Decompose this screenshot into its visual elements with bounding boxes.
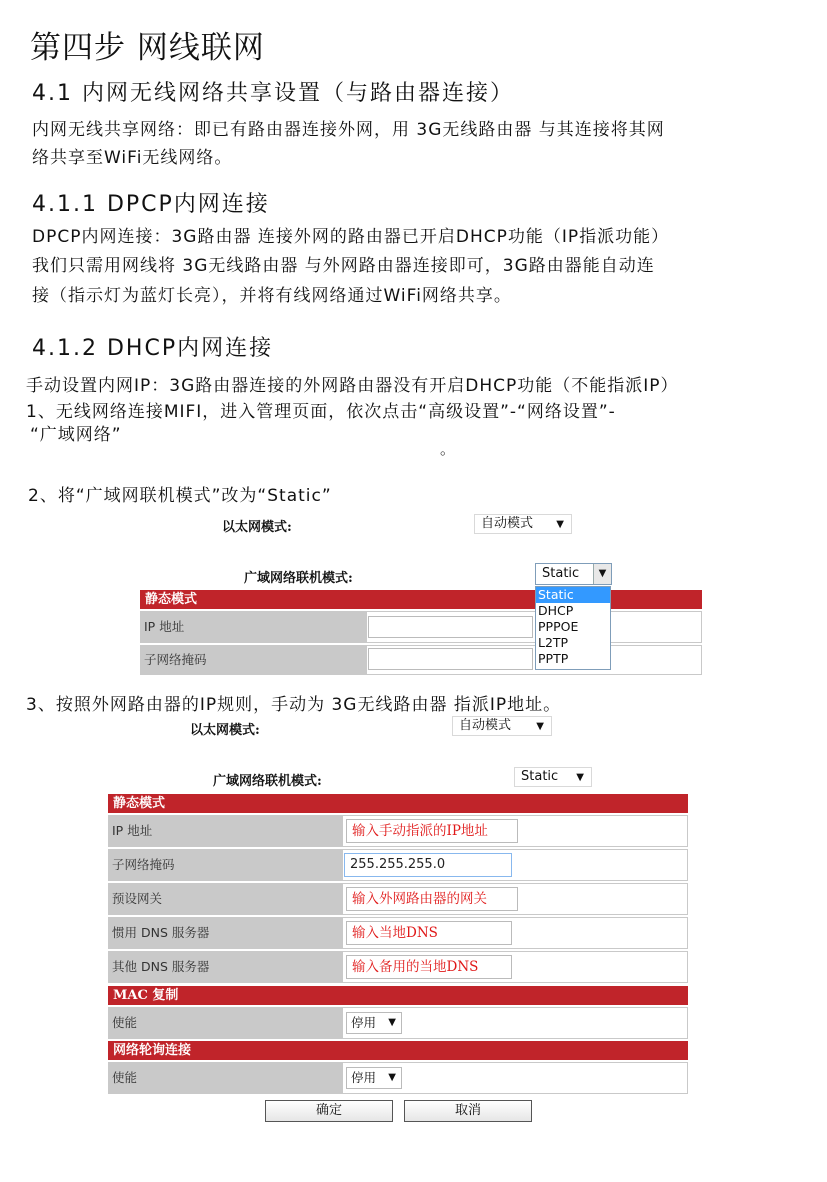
option-l2tp[interactable]: L2TP <box>538 635 569 650</box>
subnet-mask-input[interactable]: 255.255.255.0 <box>344 853 512 877</box>
ethernet-mode-select[interactable]: 自动模式 ▼ <box>452 716 552 736</box>
step-2-text: 2、将“广域网联机模式”改为“Static” <box>28 486 332 506</box>
wan-mode-select[interactable]: Static ▼ <box>535 563 612 585</box>
chevron-down-icon: ▼ <box>536 721 544 732</box>
chevron-down-icon: ▼ <box>593 564 611 584</box>
chevron-down-icon: ▼ <box>556 519 564 530</box>
ip-address-row <box>140 611 702 643</box>
section-4-1-2-line3: “广域网络” <box>30 425 122 445</box>
section-4-1-1-line2: 我们只需用网线将 3G无线路由器 与外网路由器连接即可，3G路由器能自动连 <box>32 256 655 276</box>
section-4-1-1-line1: DPCP内网连接：3G路由器 连接外网的路由器已开启DHCP功能（IP指派功能） <box>32 227 670 247</box>
ip-address-label: IP 地址 <box>108 815 342 847</box>
section-4-1-heading: 4.1 内网无线网络共享设置（与路由器连接） <box>32 81 514 106</box>
section-4-1-2-line2: 1、无线网络连接MIFI，进入管理页面，依次点击“高级设置”-“网络设置”- <box>26 402 616 422</box>
subnet-mask-input[interactable] <box>368 648 533 670</box>
static-mode-bar: 静态模式 <box>108 794 688 813</box>
ip-address-input[interactable] <box>368 616 533 638</box>
section-4-1-1-line3: 接（指示灯为蓝灯长亮），并将有线网络通过WiFi网络共享。 <box>32 286 512 306</box>
section-4-1-2-heading: 4.1.2 DHCP内网连接 <box>32 336 274 361</box>
section-4-1-2-line1: 手动设置内网IP：3G路由器连接的外网路由器没有开启DHCP功能（不能指派IP） <box>26 376 679 396</box>
wan-mode-dropdown-list[interactable] <box>535 586 611 670</box>
secondary-dns-input[interactable]: 输入备用的当地DNS <box>346 955 512 979</box>
option-pppoe[interactable]: PPPOE <box>538 619 579 634</box>
ip-address-label: IP 地址 <box>140 611 366 643</box>
cancel-button[interactable]: 取消 <box>404 1100 532 1122</box>
chevron-down-icon: ▼ <box>388 1017 396 1028</box>
subnet-mask-label: 子网络掩码 <box>108 849 342 881</box>
subnet-mask-row <box>140 645 702 675</box>
wan-mode-label: 广域网络联机模式: <box>244 571 353 586</box>
polling-enable-select[interactable]: 停用 ▼ <box>346 1067 402 1089</box>
mac-clone-bar: MAC 复制 <box>108 986 688 1005</box>
ethernet-mode-label: 以太网模式: <box>222 520 292 535</box>
option-dhcp[interactable]: DHCP <box>538 603 574 618</box>
stray-period: 。 <box>440 440 456 458</box>
ok-button[interactable]: 确定 <box>265 1100 393 1122</box>
chevron-down-icon: ▼ <box>576 772 584 783</box>
polling-enable-row <box>108 1062 688 1094</box>
gateway-input[interactable]: 输入外网路由器的网关 <box>346 887 518 911</box>
primary-dns-label: 惯用 DNS 服务器 <box>108 917 342 949</box>
mac-enable-label: 使能 <box>108 1007 342 1039</box>
section-4-1-line2: 络共享至WiFi无线网络。 <box>32 148 233 168</box>
subnet-mask-label: 子网络掩码 <box>140 645 366 675</box>
page-title: 第四步 网线联网 <box>30 30 265 66</box>
ethernet-mode-label: 以太网模式: <box>190 723 260 738</box>
secondary-dns-row <box>108 951 688 983</box>
mac-enable-row <box>108 1007 688 1039</box>
mac-enable-select[interactable]: 停用 ▼ <box>346 1012 402 1034</box>
gateway-row <box>108 883 688 915</box>
ip-address-row <box>108 815 688 847</box>
subnet-mask-row <box>108 849 688 881</box>
step-3-text: 3、按照外网路由器的IP规则，手动为 3G无线路由器 指派IP地址。 <box>26 695 562 715</box>
option-pptp[interactable]: PPTP <box>538 651 569 666</box>
wan-mode-select[interactable]: Static ▼ <box>514 767 592 787</box>
chevron-down-icon: ▼ <box>388 1072 396 1083</box>
gateway-label: 预设网关 <box>108 883 342 915</box>
network-polling-bar: 网络轮询连接 <box>108 1041 688 1060</box>
wan-mode-label: 广域网络联机模式: <box>213 774 322 789</box>
primary-dns-row <box>108 917 688 949</box>
option-static[interactable]: Static <box>536 587 610 603</box>
static-mode-bar: 静态模式 <box>140 590 702 609</box>
polling-enable-label: 使能 <box>108 1062 342 1094</box>
ethernet-mode-select[interactable]: 自动模式 ▼ <box>474 514 572 534</box>
section-4-1-1-heading: 4.1.1 DPCP内网连接 <box>32 192 270 217</box>
ip-address-input[interactable]: 输入手动指派的IP地址 <box>346 819 518 843</box>
primary-dns-input[interactable]: 输入当地DNS <box>346 921 512 945</box>
section-4-1-line1: 内网无线共享网络：即已有路由器连接外网，用 3G无线路由器 与其连接将其网 <box>32 120 665 140</box>
secondary-dns-label: 其他 DNS 服务器 <box>108 951 342 983</box>
